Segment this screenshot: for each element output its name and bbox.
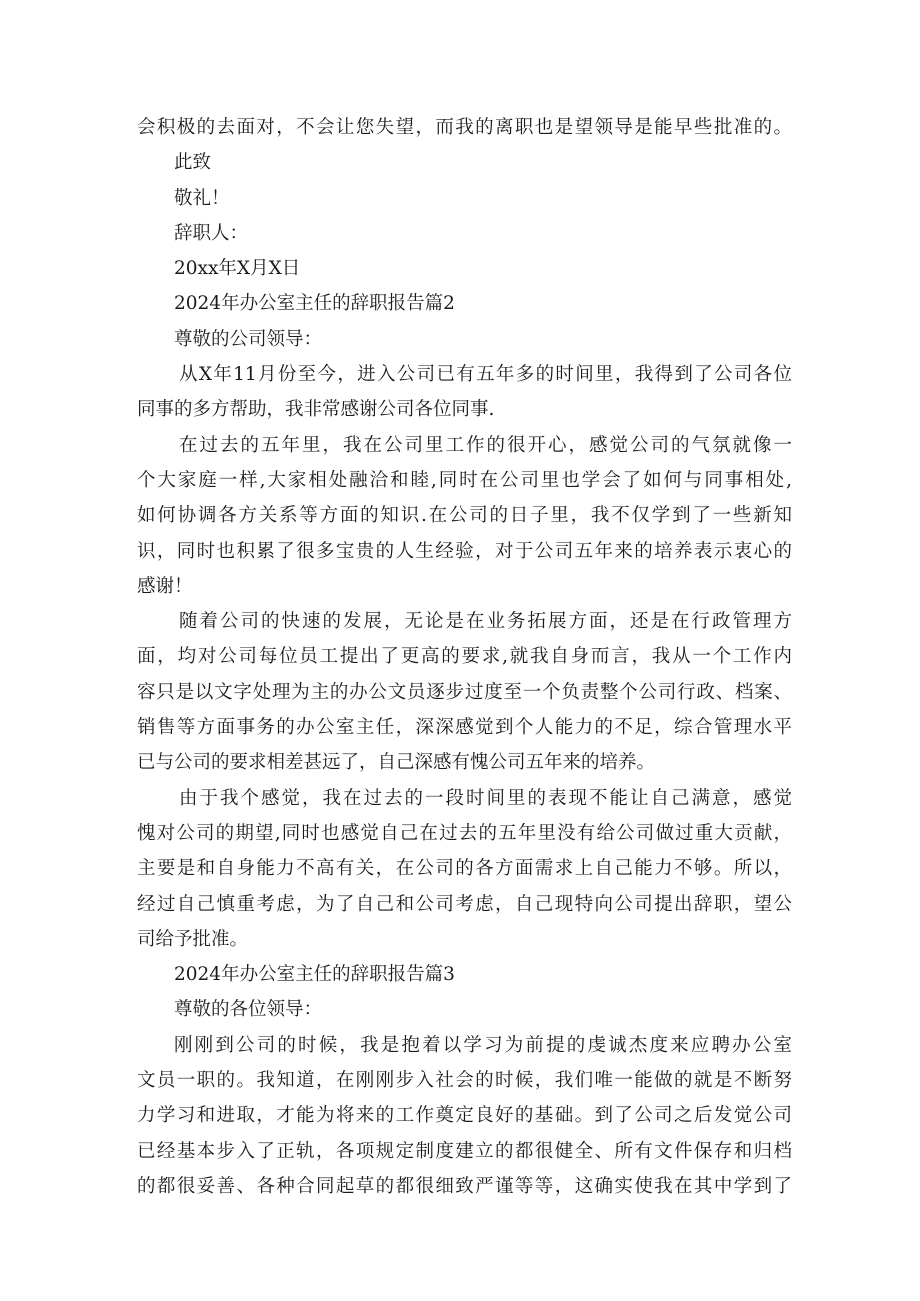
paragraph-line: 主要是和自身能力不高有关，在公司的各方面需求上自己能力不够。所以， [137, 858, 792, 880]
paragraph-line: 面，均对公司每位员工提出了更高的要求,就我自身而言，我从一个工作内 [137, 646, 792, 668]
paragraph-line: 的都很妥善、各种合同起草的都很细致严谨等等，这确实使我在其中学到了 [137, 1175, 792, 1197]
date-line: 20xx年X月X日 [174, 258, 301, 280]
paragraph-line: 已经基本步入了正轨，各项规定制度建立的都很健全、所有文件保存和归档 [137, 1140, 792, 1162]
greeting-3: 尊敬的各位领导： [174, 999, 323, 1021]
signatory-label: 辞职人： [174, 222, 249, 244]
paragraph-line: 销售等方面事务的办公室主任，深深感觉到个人能力的不足，综合管理水平 [137, 717, 792, 739]
section-title-2: 2024年办公室主任的辞职报告篇2 [174, 293, 455, 315]
paragraph-line: 由于我个感觉，我在过去的一段时间里的表现不能让自己满意，感觉 [179, 787, 792, 809]
paragraph-line: 识，同时也积累了很多宝贵的人生经验，对于公司五年来的培养表示衷心的 [137, 540, 792, 562]
paragraph-line: 同事的多方帮助，我非常感谢公司各位同事. [137, 399, 495, 421]
section-title-3: 2024年办公室主任的辞职报告篇3 [174, 964, 455, 986]
paragraph-line: 刚刚到公司的时候，我是抱着以学习为前提的虔诚杰度来应聘办公室 [174, 1034, 792, 1056]
paragraph-line: 如何协调各方关系等方面的知识.在公司的日子里，我不仅学到了一些新知 [137, 505, 792, 527]
paragraph-line: 感谢！ [137, 575, 193, 597]
paragraph-line: 从X年11月份至今，进入公司已有五年多的时间里，我得到了公司各位 [179, 364, 792, 386]
paragraph-line: 已与公司的要求相差甚远了，自己深感有愧公司五年来的培养。 [137, 752, 656, 774]
paragraph-line: 容只是以文字处理为主的办公文员逐步过度至一个负责整个公司行政、档案、 [137, 681, 792, 703]
text-line: 会积极的去面对，不会让您失望，而我的离职也是望领导是能早些批准的。 [137, 117, 792, 138]
paragraph-line: 文员一职的。我知道，在刚刚步入社会的时候，我们唯一能做的就是不断努 [137, 1070, 792, 1092]
paragraph-line: 经过自己慎重考虑，为了自己和公司考虑，自己现特向公司提出辞职，望公 [137, 893, 792, 915]
document-body [137, 110, 792, 1204]
greeting-2: 尊敬的公司领导： [174, 328, 323, 350]
closing-salutation: 此致 [174, 152, 212, 174]
paragraph-line: 愧对公司的期望,同时也感觉自己在过去的五年里没有给公司做过重大贡献， [137, 822, 792, 844]
paragraph-line: 个大家庭一样,大家相处融洽和睦,同时在公司里也学会了如何与同事相处, [137, 469, 792, 491]
paragraph-line: 司给予批准。 [137, 928, 249, 950]
closing-respect: 敬礼！ [174, 187, 230, 209]
paragraph-line: 在过去的五年里，我在公司里工作的很开心，感觉公司的气氛就像一 [179, 434, 792, 456]
paragraph-line: 随着公司的快速的发展，无论是在业务拓展方面，还是在行政管理方 [179, 611, 792, 633]
paragraph-line: 力学习和进取，才能为将来的工作奠定良好的基础。到了公司之后发觉公司 [137, 1105, 792, 1127]
